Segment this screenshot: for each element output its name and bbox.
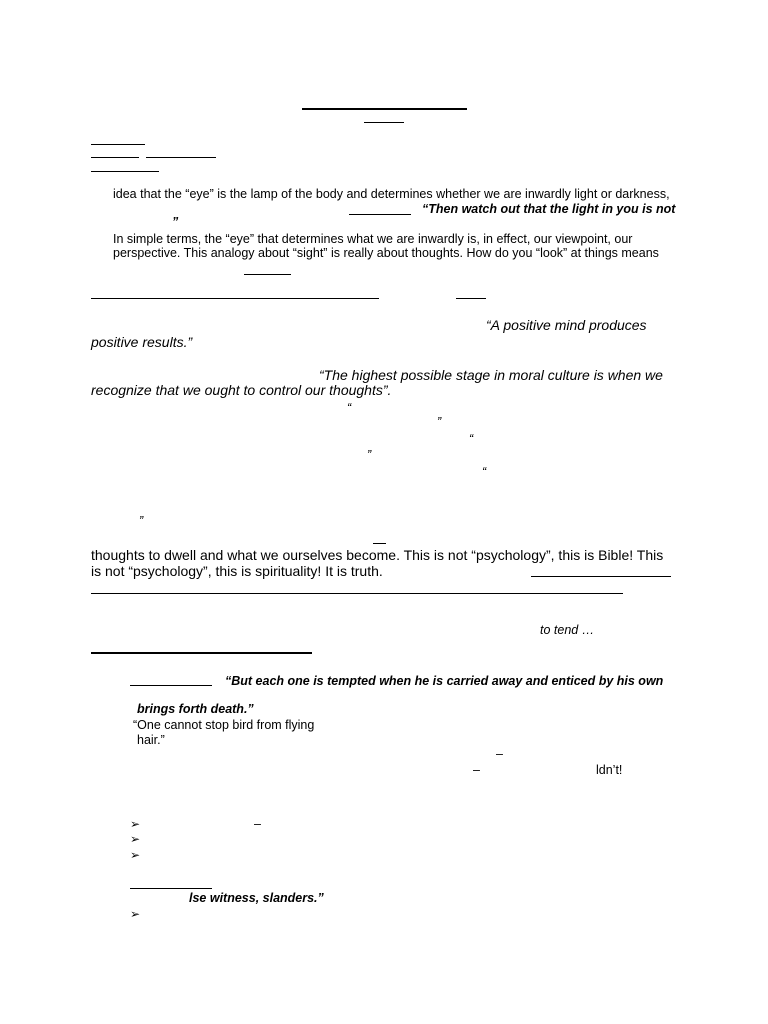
quote-positive-line-1: “A positive mind produces: [486, 317, 647, 333]
quote-moral-line-2: recognize that we ought to control our thoughts”.: [91, 382, 392, 398]
paragraph-perspective-line-2: perspective. This analogy about “sight” is really about thoughts. How do you “look” at things means: [113, 246, 659, 260]
dash-2: –: [473, 763, 480, 777]
paragraph-eye-line-1: idea that the “eye” is the lamp of the body and determines whether we are inwardly light or darkness,: [113, 187, 670, 201]
bullet-arrow-icon: ➢: [130, 832, 141, 846]
to-tend-text: to tend …: [540, 623, 595, 637]
section-rule-short: [456, 298, 486, 299]
heading-rule-1: [91, 144, 145, 145]
paragraph-thoughts-line-2: is not “psychology”, this is spirituality! It is truth.: [91, 563, 383, 579]
paragraph-thoughts-line-1: thoughts to dwell and what we ourselves become. This is not “psychology”, this is Bible! This: [91, 547, 664, 563]
quote-close-mark: ”: [172, 215, 179, 229]
blank-rule-5: [91, 593, 623, 594]
section-rule-long: [91, 298, 379, 299]
quote-light: “Then watch out that the light in you is not: [422, 202, 676, 216]
heading-rule-3: [91, 171, 159, 172]
quote-mark-f: ”: [139, 514, 144, 528]
title-rule: [302, 108, 467, 110]
blank-rule-1: [349, 214, 411, 215]
bird-quote-line-2: hair.”: [137, 733, 165, 747]
quote-mark-e: “: [482, 465, 487, 479]
bullet-arrow-icon: ➢: [130, 848, 141, 862]
quote-mark-c: “: [469, 432, 474, 446]
couldnt-text: ldn’t!: [596, 763, 623, 777]
quote-mark-b: ”: [437, 415, 442, 429]
heading-rule-2b: [146, 157, 216, 158]
quote-mark-a: “: [347, 401, 352, 415]
blank-rule-6: [130, 685, 212, 686]
subtitle-rule: [364, 122, 404, 123]
blank-rule-7: [130, 888, 212, 889]
quote-death: brings forth death.”: [137, 702, 254, 716]
quote-false-witness: lse witness, slanders.”: [189, 891, 324, 905]
bird-quote-line-1: “One cannot stop bird from flying: [133, 718, 315, 732]
blank-rule-3: [373, 543, 386, 544]
blank-rule-4: [531, 576, 671, 577]
blank-rule-2: [244, 274, 291, 275]
bullet-arrow-icon: ➢: [130, 817, 141, 831]
dash-3: –: [254, 817, 261, 831]
paragraph-perspective-line-1: In simple terms, the “eye” that determines what we are inwardly is, in effect, our viewpoint, our: [113, 232, 633, 246]
quote-positive-line-2: positive results.”: [91, 334, 193, 350]
dash-1: –: [496, 747, 503, 761]
quote-tempted: “But each one is tempted when he is carried away and enticed by his own: [225, 674, 664, 688]
section-rule-2: [91, 652, 312, 654]
bullet-arrow-icon: ➢: [130, 907, 141, 921]
quote-moral-line-1: “The highest possible stage in moral culture is when we: [319, 367, 663, 383]
heading-rule-2a: [91, 157, 139, 158]
quote-mark-d: ”: [367, 448, 372, 462]
